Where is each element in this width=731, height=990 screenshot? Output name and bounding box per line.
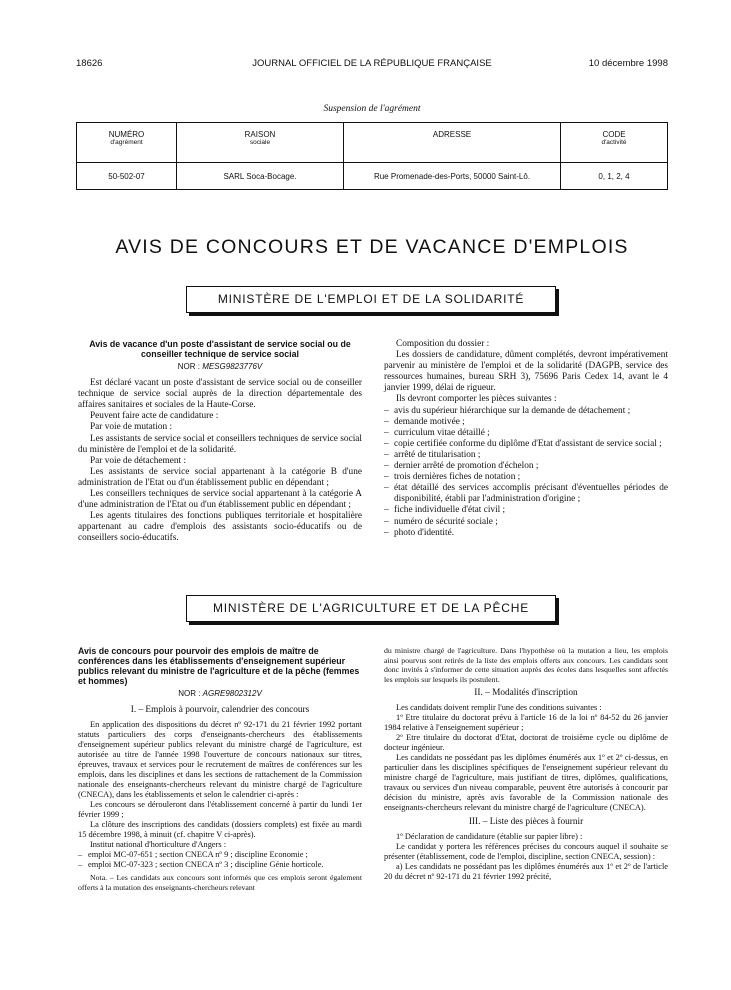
paragraph: 2º Etre titulaire du doctorat d'Etat, doctorat de troisième cycle ou diplôme de docteur ingénieur. (384, 733, 668, 753)
running-header (76, 58, 668, 72)
paragraph: En application des dispositions du décret nº 92-171 du 21 février 1992 portant statuts particuliers des corps d'enseignants-chercheurs des établissements d'enseignement supérieur publics relevant du ministre chargé de l'agriculture, est autorisée au titre de l'année 1998 l'ouverture de concours nationaux sur titres, épreuves, travaux et services pour le recrutement de maîtres de conférences sur les emplois, dans les disciplines et dans les sections de rattachement de la Commission nationale des enseignants-chercheurs relevant du ministre chargé de l'agriculture (CNECA), dans les établissements et selon le calendrier ci-après : (78, 720, 362, 800)
emploi-left-column (78, 339, 362, 545)
list-item: – fiche individuelle d'état civil ; (384, 505, 668, 516)
section-heading: III. – Liste des pièces à fournir (468, 817, 584, 828)
paragraph: 1º Déclaration de candidature (établie sur papier libre) : (396, 832, 583, 842)
note: Nota. – Les candidats aux concours sont informés que ces emplois seront également offerts à la mutation des enseignants-chercheurs relevant (78, 873, 362, 892)
list-item: – dernier arrêté de promotion d'échelon ; (384, 461, 668, 472)
paragraph: Les dossiers de candidature, dûment complétés, devront impérativement parvenir au ministère de l'emploi et de la solidarité (DAGPB, service des ressources humaines, bureau SRH 3), 75696 Paris Cedex 14, avant le 4 janvier 1999, délai de rigueur. (384, 350, 668, 394)
table-header-cell: NUMÉRO d'agrément (77, 123, 177, 163)
nor-reference: NOR : MESG9823776V (177, 362, 263, 371)
table-cell: Rue Promenade-des-Ports, 50000 Saint-Lô. (344, 163, 561, 190)
table-header-cell: RAISON sociale (177, 123, 344, 163)
ministry-banner-emploi: MINISTÈRE DE L'EMPLOI ET DE LA SOLIDARITÉ (186, 286, 556, 313)
notice-title: Avis de vacance d'un poste d'assistant de service social ou de conseiller technique de service social (89, 339, 351, 359)
paragraph: Les assistants de service social et conseillers techniques de service social du ministère de l'emploi et de la solidarité. (78, 433, 362, 455)
paragraph: Le candidat y portera les références précises du concours auquel il souhaite se présenter (établissement, code de l'emploi, discipline, section CNECA, session) : (384, 842, 668, 862)
paragraph: Les candidats ne possédant pas les diplômes énumérés aux 1º et 2º ci-dessus, en particulier dans les disciplines spécifiques de l'enseignement supérieur relevant du ministre chargé de l'agriculture, mais justifiant de titres, diplômes, qualifications, travaux ou services d'un niveau comparable, peuvent être autorisés à concourir par décision du ministre, après avis favorable de la Commission nationale des enseignants-chercheurs relevant du ministre chargé de l'agriculture (CNECA). (384, 753, 668, 813)
paragraph: Ils devront comporter les pièces suivantes : (396, 394, 557, 405)
paragraph: Les conseillers techniques de service social appartenant à la catégorie A d'une administration de l'Etat ou d'un établissement public en dépendant ; (78, 489, 362, 511)
list-item: – numéro de sécurité sociale ; (384, 517, 668, 528)
paragraph: Institut national d'horticulture d'Angers : (90, 840, 227, 850)
paragraph: Les assistants de service social appartenant à la catégorie B d'une administration de l'Etat ou d'un établissement public en dépendant ; (78, 466, 362, 488)
main-title: AVIS DE CONCOURS ET DE VACANCE D'EMPLOIS (115, 236, 629, 258)
list-item: – emploi MC-07-323 ; section CNECA nº 3 ; discipline Génie horticole. (78, 860, 362, 870)
list-item: – trois dernières fiches de notation ; (384, 472, 668, 483)
table-cell: SARL Soca-Bocage. (177, 163, 344, 190)
list-item: – demande motivée ; (384, 417, 668, 428)
list-item: – curriculum vitae détaillé ; (384, 428, 668, 439)
paragraph: Par voie de mutation : (90, 422, 173, 433)
agriculture-left-column (78, 646, 362, 892)
paragraph: Peuvent faire acte de candidature : (90, 411, 219, 422)
paragraph: Les concours se dérouleront dans l'établissement concerné à partir du lundi 1er février 1999 ; (78, 800, 362, 820)
list-item: – état détaillé des services accomplis précisant d'éventuelles périodes de disponibilité, établi par l'administration d'origine ; (384, 483, 668, 505)
nor-reference: NOR : AGRE9802312V (178, 689, 262, 698)
table-header-cell: ADRESSE (344, 123, 561, 163)
table-header-cell: CODE d'activité (561, 123, 668, 163)
paragraph: Les agents titulaires des fonctions publiques territoriale et hospitalière appartenant au cadre d'emplois des assistants socio-éducatifs ou de conseillers socio-éducatifs. (78, 511, 362, 544)
list-item: – emploi MC-07-651 ; section CNECA nº 9 ; discipline Economie ; (78, 850, 362, 860)
table-row (77, 163, 668, 190)
list-item: – arrêté de titularisation ; (384, 450, 668, 461)
paragraph: Est déclaré vacant un poste d'assistant de service social ou de conseiller technique de service social auprès de la direction départementale des affaires sanitaires et sociales de la Haute-Corse. (78, 378, 362, 411)
table-cell: 0, 1, 2, 4 (561, 163, 668, 190)
issue-date: 10 décembre 1998 (588, 58, 668, 69)
agriculture-right-column (384, 646, 668, 882)
paragraph: du ministre chargé de l'agriculture. Dans l'hypothèse où la mutation a lieu, les emplois ainsi pourvus sont retirés de la liste des emplois offerts aux concours. Les candidats sont donc invités à s'informer de cette situation auprès des écoles dans lesquelles sont affectés les emplois sur lesquels ils postulent. (384, 646, 668, 684)
table-header-row (77, 123, 668, 163)
paragraph: Les candidats doivent remplir l'une des conditions suivantes : (396, 703, 602, 713)
section-heading: I. – Emplois à pourvoir, calendrier des concours (130, 705, 310, 716)
paragraph: 1º Etre titulaire du doctorat prévu à l'article 16 de la loi nº 84-52 du 26 janvier 1984 relative à l'enseignement supérieur ; (384, 713, 668, 733)
list-item: – avis du supérieur hiérarchique sur la demande de détachement ; (384, 406, 668, 417)
emploi-right-column (384, 339, 668, 539)
paragraph: Par voie de détachement : (90, 455, 187, 466)
paragraph: a) Les candidats ne possédant pas les diplômes énumérés aux 1º et 2º de l'article 20 du décret nº 92-171 du 21 février 1992 précité, (384, 862, 668, 882)
list-item: – photo d'identité. (384, 528, 668, 539)
table-cell: 50-502-07 (77, 163, 177, 190)
ministry-banner-agriculture: MINISTÈRE DE L'AGRICULTURE ET DE LA PÊCHE (186, 595, 556, 622)
page-number: 18626 (76, 58, 103, 69)
journal-title: JOURNAL OFFICIEL DE LA RÉPUBLIQUE FRANÇAISE (252, 58, 492, 69)
table-caption: Suspension de l'agrément (323, 104, 421, 114)
list-item: – copie certifiée conforme du diplôme d'Etat d'assistant de service social ; (384, 439, 668, 450)
paragraph: Composition du dossier : (396, 339, 490, 349)
notice-title: Avis de concours pour pourvoir des emplois de maître de conférences dans les établissements d'enseignement supérieur publics relevant du ministre de l'agriculture et de la pêche (femmes et hommes) (78, 646, 360, 686)
paragraph: La clôture des inscriptions des candidats (dossiers complets) est fixée au mardi 15 décembre 1998, à minuit (cf. chapitre V ci-après). (78, 820, 362, 840)
agrement-table (76, 122, 668, 190)
section-heading: II. – Modalités d'inscription (474, 688, 578, 698)
